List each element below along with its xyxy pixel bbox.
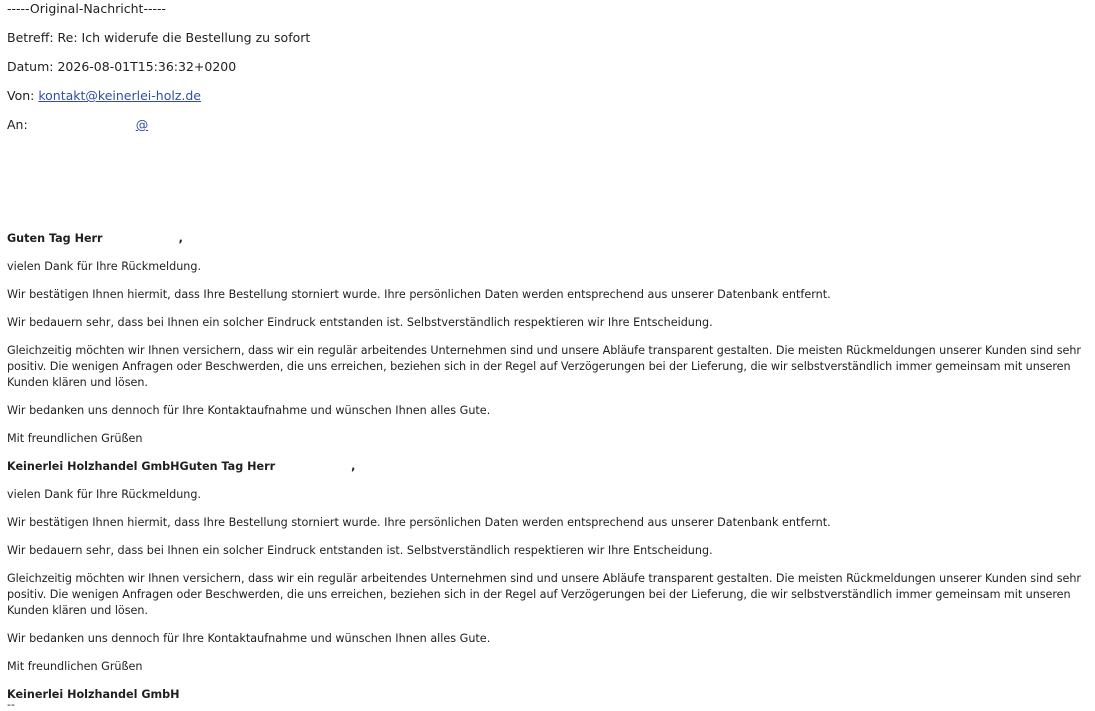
confirmation-paragraph: Wir bestätigen Ihnen hiermit, dass Ihre Bestellung storniert wurde. Ihre persönlichen Daten werden entsprechend aus unserer Datenbank entfernt. (7, 288, 831, 301)
from-label: Von: (7, 88, 35, 103)
assurance-paragraph: Gleichzeitig möchten wir Ihnen versichern, dass wir ein regulär arbeitendes Unternehmen sind und unsere Abläufe transparent gestalten. Die meisten Rückmeldungen unserer Kunden sind sehr positiv. Die wenigen Anfragen oder Beschwerden, die uns erreichen, beziehen sich in der Regel auf Verzögerungen bei der Lieferung, die wir selbstverständlich immer gemeinsam mit unseren Kunden klären und lösen. (7, 572, 1081, 617)
greeting-text: Guten Tag Herr (179, 460, 276, 473)
regret-paragraph: Wir bedauern sehr, dass bei Ihnen ein solcher Eindruck entstanden ist. Selbstverständlich respektieren wir Ihre Entscheidung. (7, 316, 713, 329)
subject-label: Betreff: (7, 30, 54, 45)
thanks-paragraph: vielen Dank für Ihre Rückmeldung. (7, 260, 202, 273)
date-value: 2026-08-01T15:36:32+0200 (57, 59, 237, 74)
greeting-line (7, 231, 1089, 247)
confirmation-paragraph: Wir bestätigen Ihnen hiermit, dass Ihre Bestellung storniert wurde. Ihre persönlichen Daten werden entsprechend aus unserer Datenbank entfernt. (7, 516, 831, 529)
company-signature: Keinerlei Holzhandel GmbH (7, 688, 180, 701)
date-line (7, 59, 1089, 75)
thanks-paragraph: vielen Dank für Ihre Rückmeldung. (7, 488, 202, 501)
closing-thanks-paragraph: Wir bedanken uns dennoch für Ihre Kontaktaufnahme und wünschen Ihnen alles Gute. (7, 404, 491, 417)
greeting-comma: , (178, 232, 183, 245)
greeting-comma: , (351, 460, 356, 473)
email-message (7, 0, 1089, 703)
greeting-text: Guten Tag Herr (7, 232, 103, 245)
regret-paragraph: Wir bedauern sehr, dass bei Ihnen ein solcher Eindruck entstanden ist. Selbstverständlich respektieren wir Ihre Entscheidung. (7, 544, 713, 557)
to-line (7, 117, 1089, 133)
original-message-marker: -----Original-Nachricht----- (7, 1, 166, 16)
signature-separator: -- (7, 698, 15, 711)
original-message-header (7, 1, 1089, 133)
regards-line: Mit freundlichen Grüßen (7, 660, 143, 673)
from-line (7, 88, 1089, 104)
closing-thanks-paragraph: Wir bedanken uns dennoch für Ihre Kontaktaufnahme und wünschen Ihnen alles Gute. (7, 632, 491, 645)
assurance-paragraph: Gleichzeitig möchten wir Ihnen versichern, dass wir ein regulär arbeitendes Unternehmen sind und unsere Abläufe transparent gestalten. Die meisten Rückmeldungen unserer Kunden sind sehr positiv. Die wenigen Anfragen oder Beschwerden, die uns erreichen, beziehen sich in der Regel auf Verzögerungen bei der Lieferung, die wir selbstverständlich immer gemeinsam mit unseren Kunden klären und lösen. (7, 344, 1081, 389)
company-name: Keinerlei Holzhandel GmbH (7, 460, 180, 473)
subject-value: Re: Ich widerufe die Bestellung zu sofort (57, 30, 311, 45)
to-email-link[interactable]: @ (135, 117, 149, 132)
company-greeting-line (7, 459, 1089, 475)
subject-line (7, 30, 1089, 46)
to-label: An: (7, 117, 28, 132)
date-label: Datum: (7, 59, 54, 74)
message-body (7, 231, 1089, 703)
regards-line: Mit freundlichen Grüßen (7, 432, 143, 445)
from-email-link[interactable]: kontakt@keinerlei-holz.de (38, 88, 201, 103)
